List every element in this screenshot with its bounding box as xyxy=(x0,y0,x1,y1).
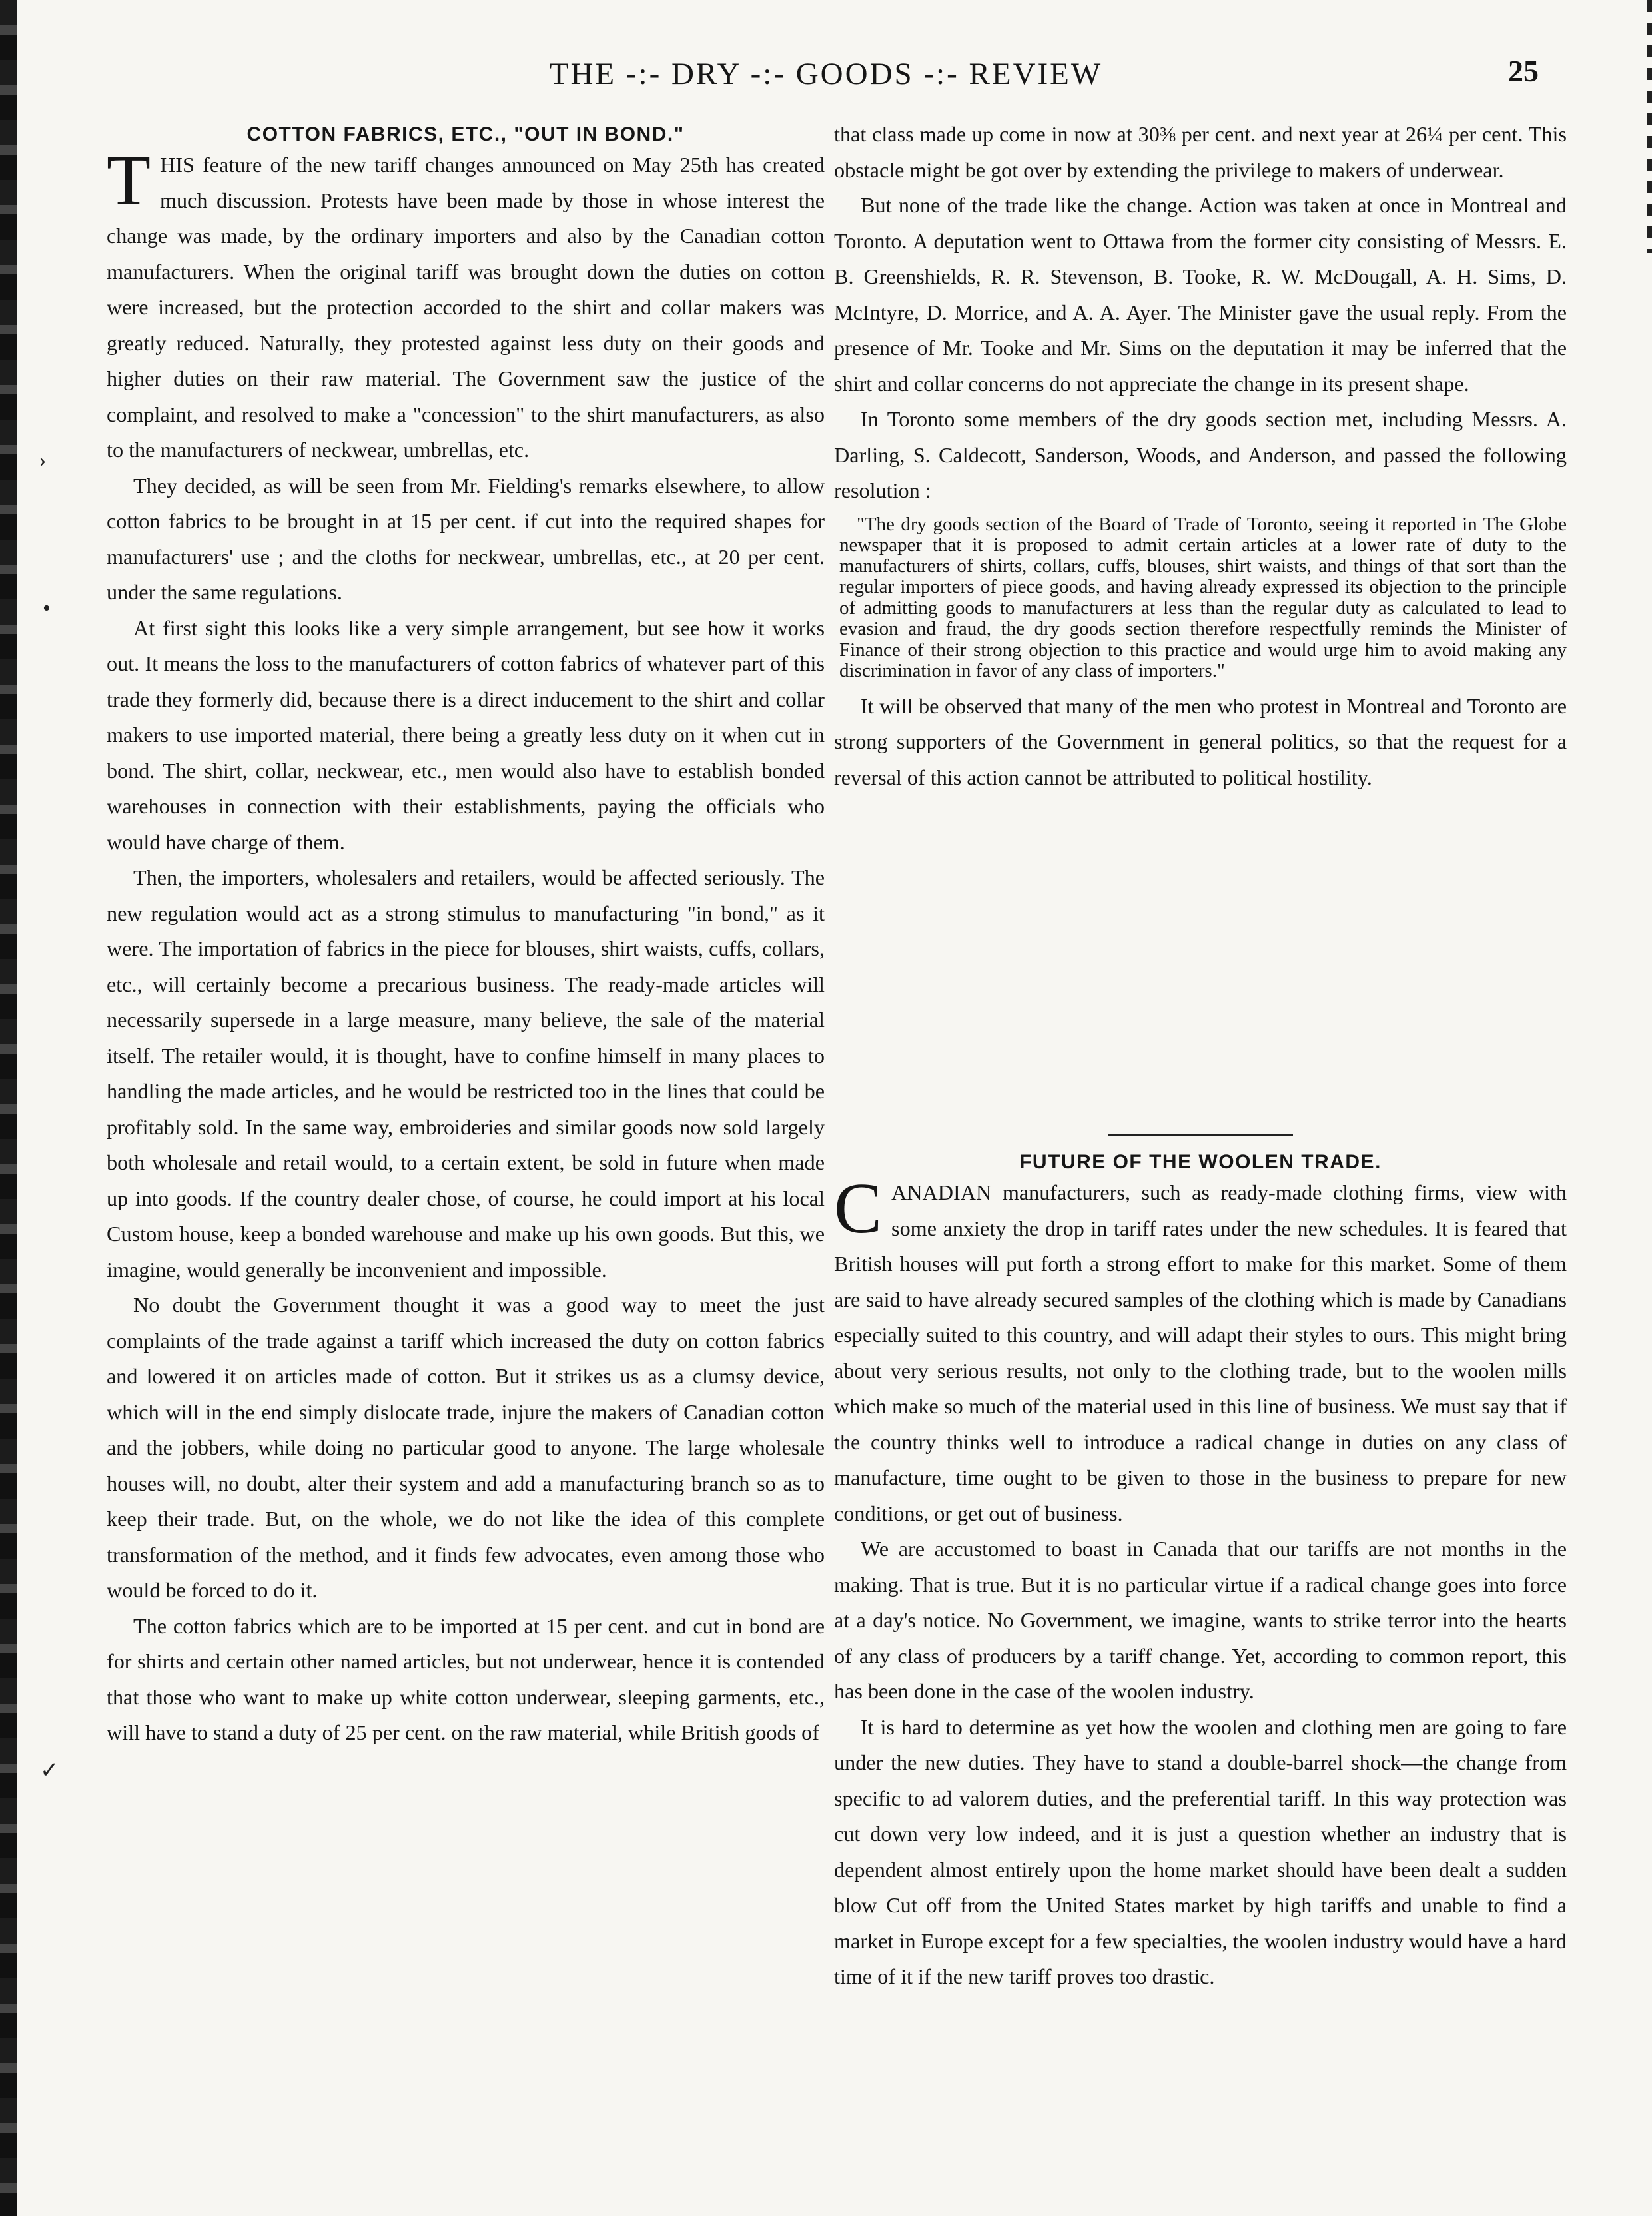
article-paragraph: that class made up come in now at 30⅜ per cent. and next year at 26¼ per cent. This obstacle might be got over by extending the privilege to makers of underwear. xyxy=(834,122,1567,182)
drop-cap: T xyxy=(107,141,151,220)
article-paragraph: At first sight this looks like a very simple arrangement, but see how it works out. It means the loss to the manufacturers of cotton fabrics of whatever part of this trade they formerly did, because there is a direct inducement to the shirt and collar makers to use imported material, there being a greatly less duty on it when cut in bond. The shirt, collar, neckwear, etc., men would also have to establish bonded warehouses in connection with their establishments, paying the officials who would have charge of them. xyxy=(107,615,825,854)
right-column xyxy=(834,117,1567,795)
article-paragraph: The cotton fabrics which are to be imported at 15 per cent. and cut in bond are for shirts and certain other named articles, but not underwear, hence it is contended that those who want to make up white cotton underwear, sleeping garments, etc., will have to stand a duty of 25 per cent. on the raw material, while British goods of xyxy=(107,1613,825,1744)
section-divider xyxy=(1108,1134,1293,1136)
margin-mark: ✓ xyxy=(40,1758,59,1783)
article-paragraph: But none of the trade like the change. Action was taken at once in Montreal and Toronto. A deputation went to Ottawa from the former city consisting of Messrs. E. B. Greenshields, R. R. Stevenson, B. Tooke, R. W. McDougall, A. H. Sims, D. McIntyre, D. Morrice, and A. A. Ayer. The Minister gave the usual reply. From the presence of Mr. Tooke and Mr. Sims on the deputation it may be inferred that the shirt and collar concerns do not appreciate the change in its present shape. xyxy=(834,193,1567,396)
article-paragraph: It will be observed that many of the men who protest in Montreal and Toronto are strong supporters of the Government in general politics, so that the request for a reversal of this action cannot be attributed to political hostility. xyxy=(834,693,1567,789)
left-column xyxy=(107,117,825,1751)
drop-cap: C xyxy=(834,1169,883,1248)
article-paragraph: We are accustomed to boast in Canada that our tariffs are not months in the making. That is true. But it is no particular virtue if a radical change goes into force at a day's notice. No Government, we imagine, wants to strike terror into the hearts of any class of producers by a tariff change. Yet, according to common report, this has been done in the case of the woolen industry. xyxy=(834,1537,1567,1703)
article-paragraph: CANADIAN manufacturers, such as ready-made clothing firms, view with some anxiety the drop in tariff rates under the new schedules. It is feared that British houses will put forth a strong effort to make for this market. Some of them are said to have already secured samples of the clothing which is made by Canadians especially suited to this country, and will adapt their styles to ours. This might bring about very serious results, not only to the clothing trade, but to the woolen mills which make so much of the material used in this line of business. We must say that if the country thinks well to introduce a radical change in duties on any class of manufacture, time ought to be given to those in the business to prepare for new conditions, or get out of business. xyxy=(834,1169,1567,1525)
running-head: THE -:- DRY -:- GOODS -:- REVIEW xyxy=(549,57,1103,91)
article-paragraph: THIS feature of the new tariff changes announced on May 25th has created much discussion. Protests have been made by those in whose interest the change was made, by the ordinary importers and also by the Canadian cotton manufacturers. When the original tariff was brought down the duties on cotton were increased, but the protection accorded to the shirt and collar makers was greatly reduced. Naturally, they protested against less duty on their goods and higher duties on their raw material. The Government saw the justice of the complaint, and resolved to make a "concession" to the shirt manufacturers, as also to the manufacturers of neckwear, umbrellas, etc. xyxy=(107,141,825,462)
article-paragraph: No doubt the Government thought it was a good way to meet the just complaints of the trade against a tariff which increased the duty on cotton fabrics and lowered it on articles made of cotton. But it strikes us as a clumsy device, which will in the end simply dislocate trade, injure the makers of Canadian cotton and the jobbers, while doing no particular good to anyone. The large wholesale houses will, no doubt, alter their system and add a manufacturing branch so as to keep their trade. But, on the whole, we do not like the idea of this complete transformation of the method, and it finds few advocates, even among those who would be forced to do it. xyxy=(107,1293,825,1602)
article-paragraph: They decided, as will be seen from Mr. Fielding's remarks elsewhere, to allow cotton fabrics to be brought in at 15 per cent. if cut into the required shapes for manufacturers' use ; and the cloths for neckwear, umbrellas, etc., at 20 per cent. under the same regulations. xyxy=(107,473,825,604)
margin-mark: › xyxy=(39,448,47,472)
scan-right-edge xyxy=(1647,0,1652,253)
article-paragraph: It is hard to determine as yet how the woolen and clothing men are going to fare under the new duties. They have to stand a double-barrel shock—the change from specific to ad valorem duties, and the preferential tariff. In this way protection was cut down very low indeed, and it is just a question whether an industry that is dependent almost entirely upon the home market should have been dealt a sudden blow Cut off from the United States market by high tariffs and unable to find a market in Europe except for a few specialties, the woolen industry would have a hard time of it if the new tariff proves too drastic. xyxy=(834,1714,1567,1988)
article-title: COTTON FABRICS, ETC., "OUT IN BOND." xyxy=(246,123,685,145)
resolution-quote: "The dry goods section of the Board of Trade of Toronto, seeing it reported in The Globe newspaper that it is proposed to admit certain articles at a lower rate of duty to the manufacturers of shirts, collars, cuffs, blouses, shirt waists, and things of that sort than the regular importers of piece goods, and having already expressed its objection to the principle of admitting goods to manufacturers at less than the regular duty as calculated to lead to evasion and fraud, the dry goods section therefore respectfully reminds the Minister of Finance of their strong objection to this practice and would urge him to avoid making any discrimination in favor of any class of importers." xyxy=(839,513,1567,681)
page-number: 25 xyxy=(1508,54,1539,88)
margin-mark: • xyxy=(43,596,51,621)
article-paragraph: In Toronto some members of the dry goods section met, including Messrs. A. Darling, S. Caldecott, Sanderson, Woods, and Anderson, and passed the following resolution : xyxy=(834,407,1567,502)
scan-left-edge xyxy=(0,0,17,2216)
article-title: FUTURE OF THE WOOLEN TRADE. xyxy=(1019,1151,1382,1173)
article-paragraph: Then, the importers, wholesalers and retailers, would be affected seriously. The new regulation would act as a strong stimulus to manufacturing "in bond," as it were. The importation of fabrics in the piece for blouses, shirt waists, cuffs, collars, etc., will certainly become a precarious business. The ready-made articles will necessarily supersede in a large measure, many believe, the sale of the material itself. The retailer would, it is thought, have to confine himself in many places to handling the made articles, and he would be restricted too in the lines that could be profitably sold. In the same way, embroideries and similar goods now sold largely both wholesale and retail would, to a certain extent, be sold in future when made up into goods. If the country dealer chose, of course, he could import at his local Custom house, keep a bonded warehouse and make up his own goods. But this, we imagine, would generally be inconvenient and impossible. xyxy=(107,865,825,1282)
right-column-lower xyxy=(834,1111,1567,1995)
page-header xyxy=(0,56,1652,103)
